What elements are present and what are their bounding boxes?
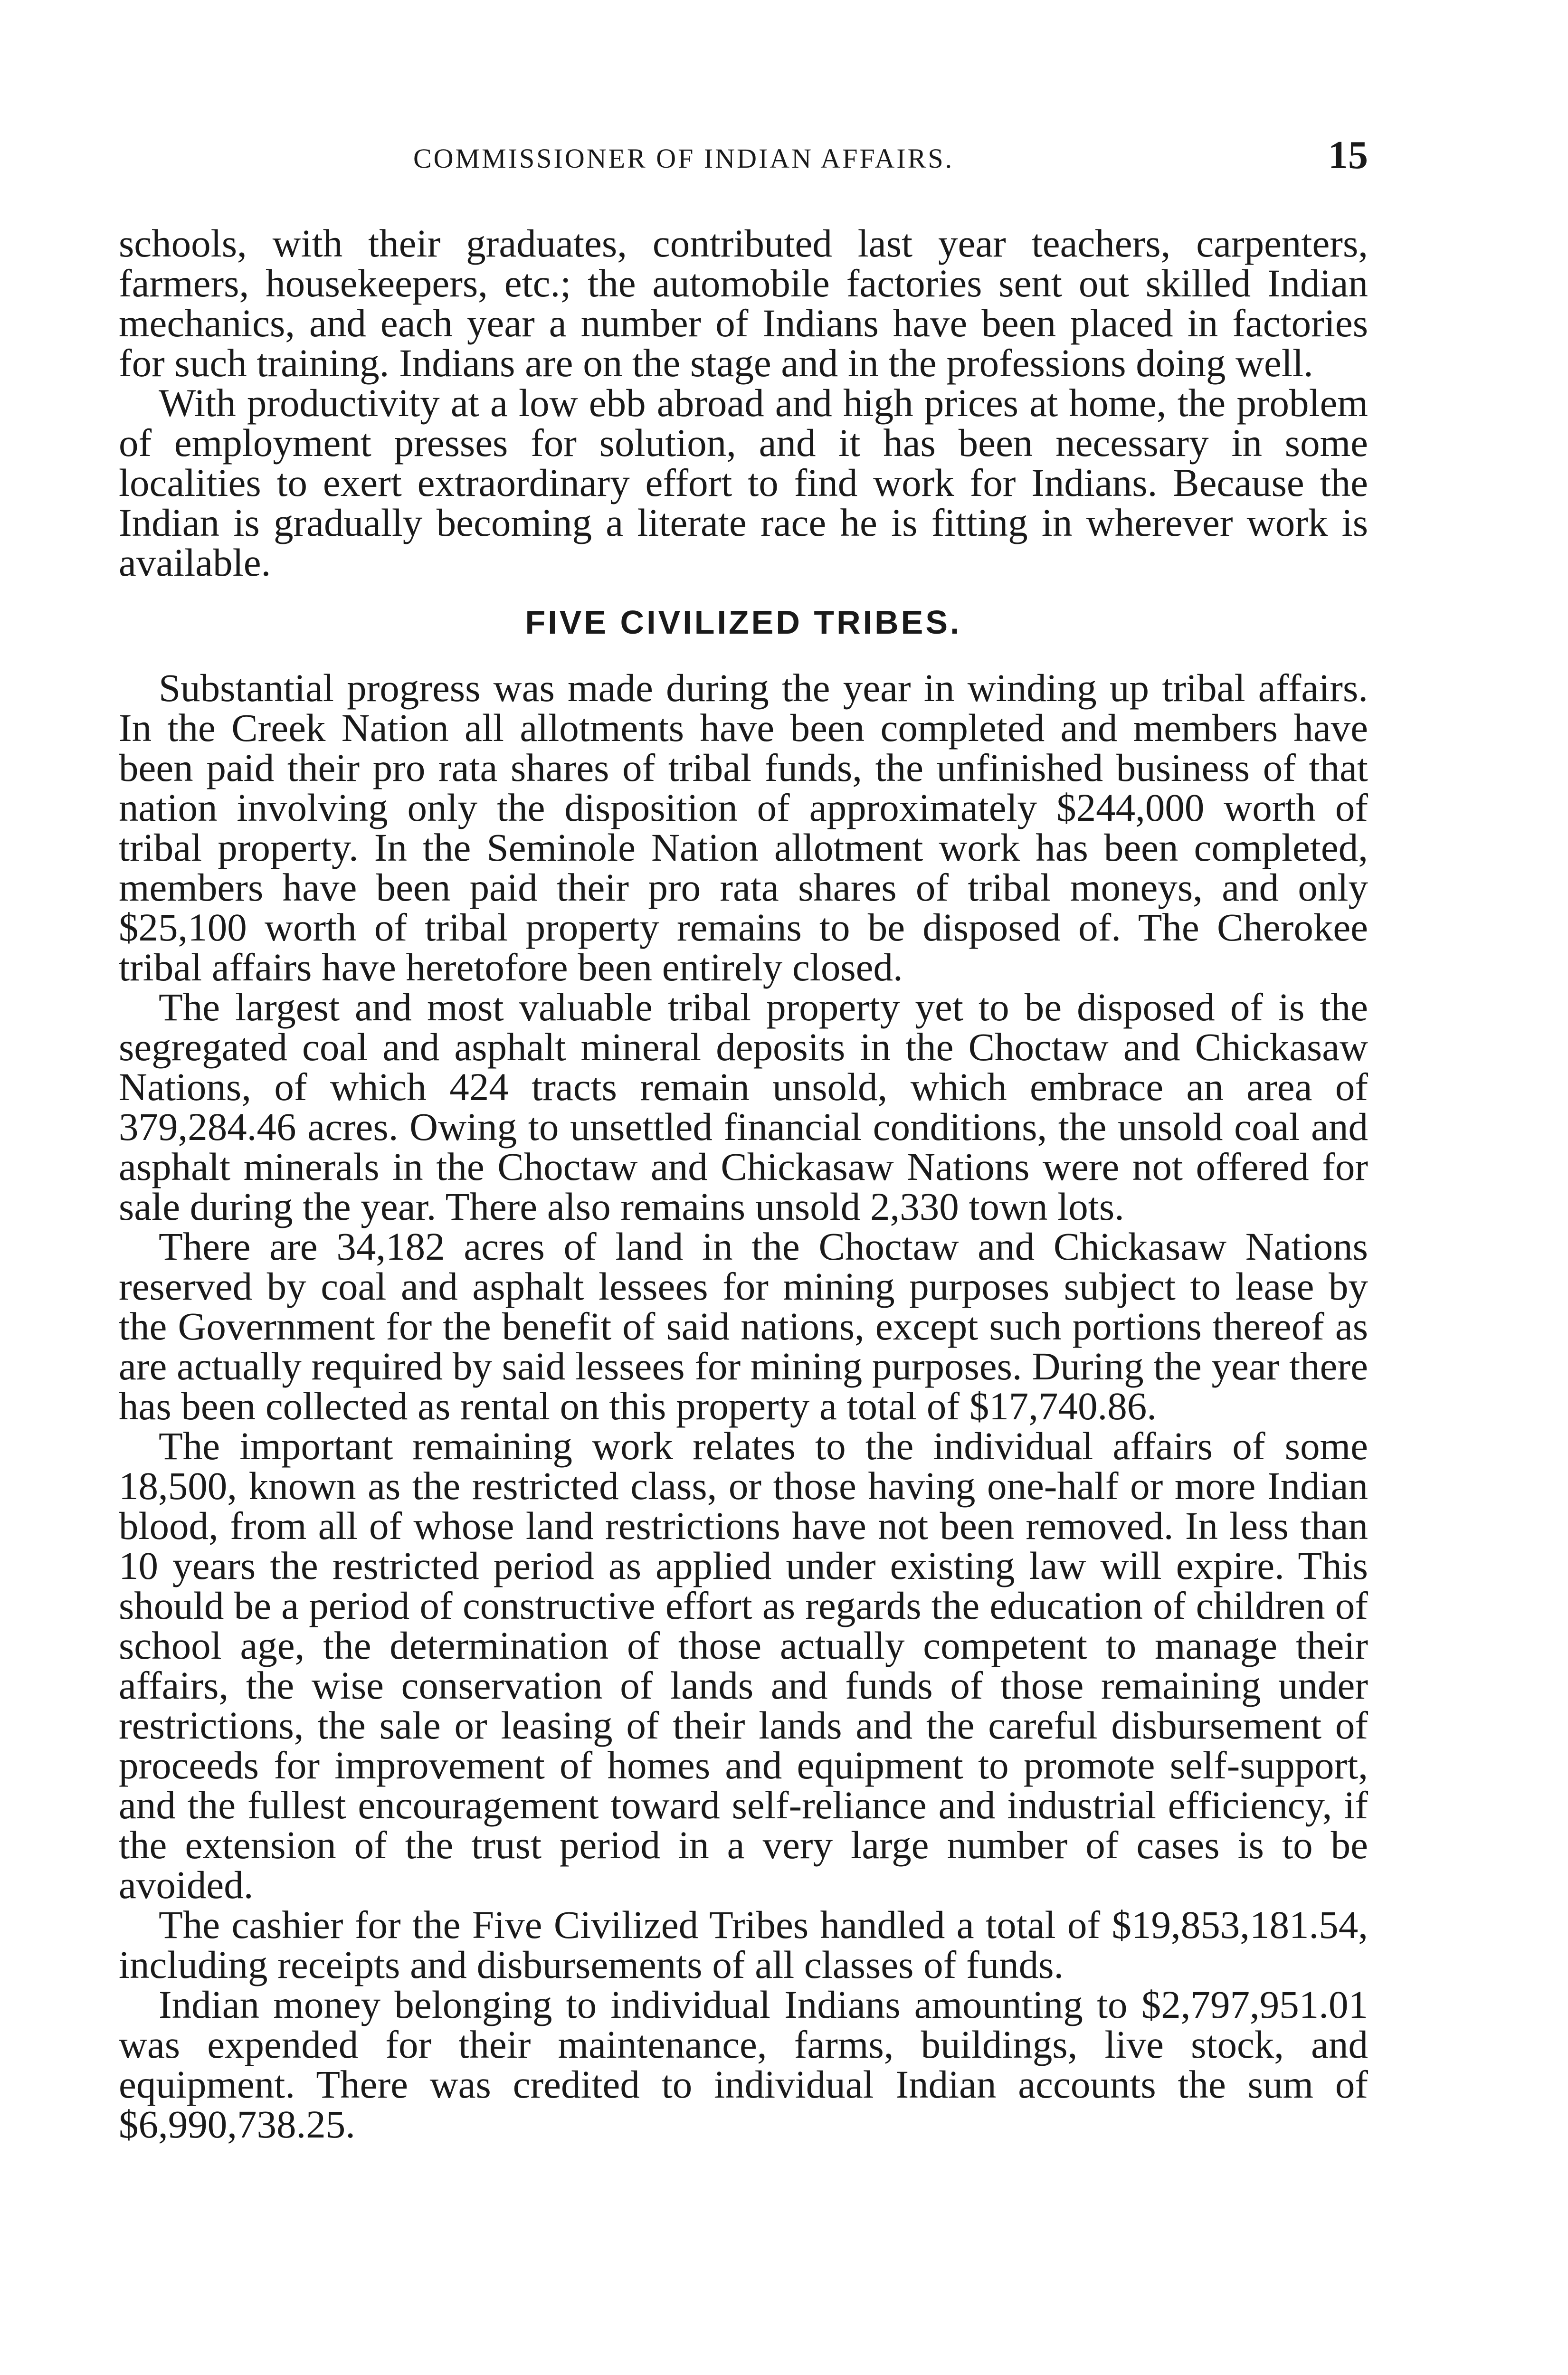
page-number: 15 [1328, 133, 1368, 177]
running-head [119, 133, 1368, 180]
paragraph-reserved-lands: There are 34,182 acres of land in the Choctaw and Chickasaw Nations reserved by coal and asphalt lessees for mining purposes subject to lease by the Government for the benefit of said nations, except such portions thereof as are actually required by said lessees for mining purposes. During the year there has been collected as rental on this property a total of $17,740.86. [119, 1225, 1368, 1428]
body-text [119, 223, 1368, 2144]
paragraph-restricted-class: The important remaining work relates to the individual affairs of some 18,500, known as the restricted class, or those having one-half or more Indian blood, from all of whose land restrictions have not been removed. In less than 10 years the restricted period as applied under existing law will expire. This should be a period of constructive effort as regards the education of children of school age, the determination of those actually competent to manage their affairs, the wise conservation of lands and funds of those remaining under restrictions, the sale or leasing of their lands and the careful disbursement of proceeds for improvement of homes and equipment to promote self-support, and the fullest encouragement toward self-reliance and industrial efficiency, if the extension of the trust period in a very large number of cases is to be avoided. [119, 1424, 1368, 1907]
paragraph-mineral-deposits: The largest and most valuable tribal property yet to be disposed of is the segregated coal and asphalt mineral deposits in the Choctaw and Chickasaw Nations, of which 424 tracts remain unsold, which embrace an area of 379,284.46 acres. Owing to unsettled financial conditions, the unsold coal and asphalt minerals in the Choctaw and Chickasaw Nations were not offered for sale during the year. There also remains unsold 2,330 town lots. [119, 985, 1368, 1228]
paragraph-individual-money: Indian money belonging to individual Indians amounting to $2,797,951.01 was expended for their maintenance, farms, buildings, live stock, and equipment. There was credited to individual Indian accounts the sum of $6,990,738.25. [119, 1983, 1368, 2146]
paragraph-employment: With productivity at a low ebb abroad and high prices at home, the problem of employment presses for solution, and it has been necessary in some localities to exert extraordinary effort to find work for Indians. Because the Indian is gradually becoming a literate race he is fitting in wherever work is available. [119, 381, 1368, 584]
paragraph-cashier: The cashier for the Five Civilized Tribes handled a total of $19,853,181.54, including receipts and disbursements of all classes of funds. [119, 1903, 1368, 1986]
running-title: COMMISSIONER OF INDIAN AFFAIRS. [413, 143, 954, 174]
paragraph-intro-continuation: schools, with their graduates, contributed last year teachers, carpenters, farmers, housekeepers, etc.; the automobile factories sent out skilled Indian mechanics, and each year a number of Indians have been placed in factories for such training. Indians are on the stage and in the professions doing well. [119, 221, 1368, 385]
paragraph-progress: Substantial progress was made during the year in winding up tribal affairs. In the Creek Nation all allotments have been completed and members have been paid their pro rata shares of tribal funds, the unfinished business of that nation involving only the disposition of approximately $244,000 worth of tribal property. In the Seminole Nation allotment work has been completed, members have been paid their pro rata shares of tribal moneys, and only $25,100 worth of tribal property remains to be disposed of. The Cherokee tribal affairs have heretofore been entirely closed. [119, 666, 1368, 989]
section-heading: FIVE CIVILIZED TRIBES. [525, 604, 962, 641]
